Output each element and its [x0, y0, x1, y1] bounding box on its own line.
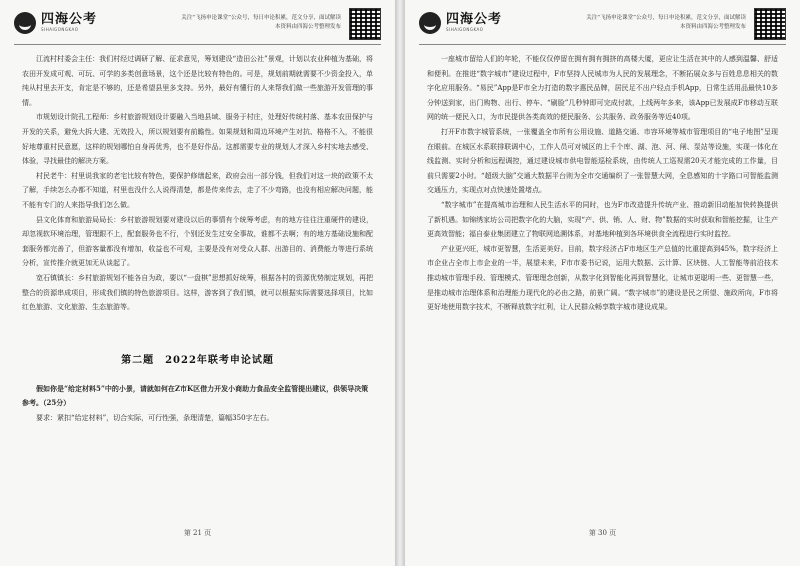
logo	[14, 12, 97, 34]
slogan-line-2: 本资料由四海公考整理发布	[679, 24, 746, 30]
paragraph: 市规划设计院孔工程师：乡村旅游规划设计要融入当地县域、服务于村庄，处理好传统村落、基本农田保护与开发的关系，避免大拆大建、无效投入，所以规划要有前瞻性。如果规划和周边环境产生对抗、格格不入，不能很好地尊重村民意愿，这样的规划哪怕自身再优秀，也不是好作品。这都需要专业的规划人才深入乡村实地去感受、体验，寻找最佳的解决方案。	[22, 113, 373, 166]
header-divider	[419, 44, 786, 45]
header-slogan	[181, 14, 341, 32]
paragraph: 产业更兴旺，城市更智慧，生活更美好。目前，数字经济占F市地区生产总值的比重提高到45%，数字经济上市企业占全市上市企业的一半，展望未来，F市市委书记说，运用大数据、云计算、区块链、人工智能等前沿技术推动城市管理手段、管理模式、管理理念创新，从数字化到智能化再到智慧化，让城市更聪明一些、更智慧一些，是推动城市治理体系和治理能力现代化的必由之路，前景广阔。“数字城市”的建设是民之所望、施政所向，F市将更好地使用数字技术，不断释放数字红利，让人民群众畅享数字城市建设成果。	[427, 244, 778, 312]
right-page	[405, 0, 800, 566]
book-gutter	[395, 0, 405, 566]
page-number: 第 30 页	[588, 529, 617, 537]
slogan-line-1: 关注“飞扬申论课堂”公众号，每日申论积累，范文分享，面试解读	[586, 15, 746, 21]
paragraph: 打开F市数字城管系统，一张覆盖全市所有公用设施、道路交通、市容环境等城市管理项目的“电子地图”呈现在眼前。在城区水系联排联调中心，工作人员可对城区的上千个库、湖、泡、河、闸、泵站等设施，实现一体化在线监测、实时分析和远程调控，通过建设城市供电智能巡检系统，由传统人工巡视需20天才能完成的工作量，目前只需要2小时。“超级大脑”交通大数据平台则为全市交通编织了一张智慧大网，全息感知的十字路口可智能监测交通压力，实现点对点快速处置堵点。	[427, 127, 778, 195]
page-header	[419, 8, 786, 42]
paragraph: 县文化体育和旅游局局长：乡村旅游规划要对建设以后的事情有个统筹考虑，有的地方往往注重硬件的建设，却忽视软环境治理，管理跟不上，配套服务也不行，个别还发生过安全事故，谁都不去啊；有的地方基础设施和配套服务都完善了，但游客量都没有增加，收益也不可观，主要是没有对受众人群、出游目的、消费能力等进行系统分析，宣传推介就更加无从谈起了。	[22, 215, 373, 268]
qr-code-icon	[754, 8, 786, 40]
header-divider	[14, 44, 381, 45]
logo-subtitle: SIHAIGONGKAO	[41, 27, 79, 32]
slogan-line-2: 本资料由四海公考整理发布	[274, 24, 341, 30]
qr-code-icon	[349, 8, 381, 40]
right-page-content	[427, 52, 778, 315]
logo-title: 四海公考	[41, 12, 98, 27]
paragraph: 宽石镇镇长：乡村旅游规划不能各自为政，要以“一盘棋”思想抓好统筹，根据各村的资源优势制定规划，再把整合的资源串成项目，形成我们镇的特色旅游项目。这样，游客到了我们镇，就可以根据实际需要选择项目，比如红色旅游、文化旅游、生态旅游等。	[22, 273, 373, 312]
slogan-line-1: 关注“飞扬申论课堂”公众号，每日申论积累，范文分享，面试解读	[181, 15, 341, 21]
left-page	[0, 0, 395, 566]
paragraph: “数字城市”在提高城市治理和人民生活水平的同时，也为F市改造提升传统产业、推动新旧动能加快转换提供了新机遇。如锦绣家坊公司把数字化的大脑，实现“产、供、销、人、财、物”数据的实时获取和智能挖掘，让生产更高效智能；福自泰业集团建立了物联网追溯体系，对基地种植到各环境供食全流程进行实时监控。	[427, 200, 778, 239]
section-title: 第二题 2022年联考申论试题	[121, 354, 274, 366]
logo-ship-icon	[14, 12, 36, 34]
logo-subtitle: SIHAIGONGKAO	[446, 27, 484, 32]
paragraph: 村民老牛：村里说我家的老宅比较有特色，要保护修缮起来，政府会出一部分钱，但我们对这一块的政策不太了解，手续怎么办都不知道，村里也没什么人说得清楚，都是传来传去，走了不少弯路，也没有相应解决问题，能不能有专门的人来指导我们怎么做。	[22, 171, 373, 209]
paragraph: 一座城市留给人们的年轮，不能仅仅停留在拥有拥有拥挤的高楼大厦，更应让生活在其中的人感到温馨、舒适和便利。在推进“数字城市”建设过程中，F市坚持人民城市为人民的发展理念，不断拓展众多与百姓息息相关的数字化应用服务。“易民”App是F市全力打造的数字惠民品牌，居民足不出户轻点手机App，日常生活用品最快10多分钟送到家，出门购物、出行、停车、“刷脸”几秒钟即可完成付款，上线两年多来，该App已发展成F市移动互联网的统一便民入口，为市民提供各类高效的便民服务、公共服务、政务服务等近40项。	[427, 55, 778, 122]
header-slogan	[586, 14, 746, 32]
requirement-text: 要求：紧扣“给定材料”，切合实际，可行性强，条理清楚，篇幅350字左右。	[36, 413, 274, 422]
paragraph: 江流村村委会主任：我们村经过调研了解、征求意见，筹划建设“造田公社”景观，计划以农业种植为基础，将农田开发成可观、可玩、可学的多类创意场景，这个还是比较有特色的。可是，规划前期就需要不少资金投入，单纯从村里去开支，肯定是不够的，还是希望县里多支持。另外，最好有懂行的人来帮我们做一些旅游开发管理的事情。	[22, 55, 373, 107]
page-header	[14, 8, 381, 42]
logo-ship-icon	[419, 12, 441, 34]
page-number: 第 21 页	[183, 529, 212, 537]
logo-title: 四海公考	[446, 12, 503, 27]
left-page-content	[22, 52, 373, 425]
question-text: 假如你是“给定材料5”中的小景，请就如何在Z市K区借力开发小商助力食品安全监管提出建议，供领导决策参考。（25分）	[22, 383, 369, 408]
logo	[419, 12, 502, 34]
